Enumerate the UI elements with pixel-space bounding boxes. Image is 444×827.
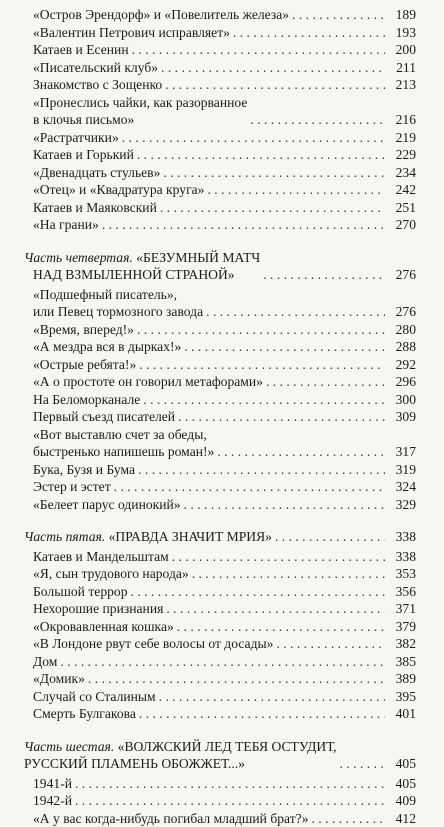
page-number: 251 <box>388 199 416 217</box>
part-heading-6 <box>24 738 416 773</box>
toc-entry <box>24 792 416 810</box>
page-number: 338 <box>388 528 416 546</box>
page-number: 200 <box>388 41 416 59</box>
dot-leader <box>137 146 385 164</box>
page-number: 234 <box>388 164 416 182</box>
toc-entry <box>24 181 416 199</box>
entry-title: «А у вас когда-нибудь погибал младший брат?» <box>33 810 309 827</box>
entry-title-line-2: или Певец тормозного завода <box>33 303 203 321</box>
toc-entry <box>24 583 416 601</box>
entry-title <box>33 426 214 461</box>
entry-title: Катаев и Есенин <box>33 41 129 59</box>
part-title-text: «ВОЛЖСКИЙ ЛЕД ТЕБЯ ОСТУДИТ, <box>118 739 337 754</box>
toc-entry <box>24 76 416 94</box>
dot-leader <box>276 635 385 653</box>
toc-entry <box>24 565 416 583</box>
page-number: 309 <box>388 408 416 426</box>
toc-entry <box>24 41 416 59</box>
dot-leader <box>207 181 385 199</box>
dot-leader <box>75 775 385 793</box>
page-number: 317 <box>388 443 416 461</box>
dot-leader <box>131 583 385 601</box>
dot-leader <box>177 618 385 636</box>
dot-leader <box>263 266 385 284</box>
page-number: 319 <box>388 461 416 479</box>
toc-entry <box>24 688 416 706</box>
entry-title: Катаев и Горький <box>33 146 134 164</box>
entry-title: Бука, Бузя и Бума <box>33 461 135 479</box>
toc-entry <box>24 461 416 479</box>
page-number: 338 <box>388 548 416 566</box>
dot-leader <box>163 164 385 182</box>
toc-entry <box>24 478 416 496</box>
dot-leader <box>159 688 385 706</box>
entry-title <box>33 286 203 321</box>
dot-leader <box>75 792 385 810</box>
toc-entry <box>24 670 416 688</box>
toc-entry <box>24 199 416 217</box>
toc-entry <box>24 146 416 164</box>
page-number: 276 <box>388 303 416 321</box>
part-title-text: «БЕЗУМНЫЙ МАТЧ <box>136 250 260 265</box>
page-number: 385 <box>388 653 416 671</box>
entry-title: Эстер и эстет <box>33 478 111 496</box>
page-number: 379 <box>388 618 416 636</box>
entry-title: «Я, сын трудового народа» <box>33 565 189 583</box>
part-title-line-2: РУССКИЙ ПЛАМЕНЬ ОБОЖЖЕТ...» <box>24 755 337 773</box>
part-title-line-1 <box>24 249 260 267</box>
toc-entry <box>24 635 416 653</box>
entry-title: «Домик» <box>33 670 85 688</box>
table-of-contents <box>24 6 416 827</box>
toc-entry <box>24 321 416 339</box>
toc-entry <box>24 94 416 129</box>
entry-title: «Отец» и «Квадратура круга» <box>33 181 204 199</box>
page-number: 292 <box>388 356 416 374</box>
entry-title: Первый съезд писателей <box>33 408 175 426</box>
dot-leader <box>217 443 385 461</box>
dot-leader <box>172 548 385 566</box>
page-number: 412 <box>388 810 416 827</box>
page-number: 216 <box>388 111 416 129</box>
toc-entry <box>24 164 416 182</box>
dot-leader <box>206 303 385 321</box>
dot-leader <box>292 6 385 24</box>
dot-leader <box>184 496 385 514</box>
part-label: Часть пятая. <box>24 529 105 544</box>
entry-title: 1942-й <box>33 792 72 810</box>
page-number: 405 <box>388 755 416 773</box>
part-title <box>24 738 337 773</box>
entry-title: «Писательский клуб» <box>33 59 158 77</box>
toc-entry <box>24 496 416 514</box>
page-number: 193 <box>388 24 416 42</box>
part-title-line-1 <box>24 738 337 756</box>
toc-entry <box>24 356 416 374</box>
entry-title: Катаев и Маяковский <box>33 199 157 217</box>
page-number: 409 <box>388 792 416 810</box>
toc-entry <box>24 24 416 42</box>
entry-title: Знакомство с Зощенко <box>33 76 162 94</box>
toc-entry <box>24 426 416 461</box>
entry-title <box>33 94 247 129</box>
entry-title: «Время, вперед!» <box>33 321 134 339</box>
entry-title: «Растратчики» <box>33 129 119 147</box>
page-number: 219 <box>388 129 416 147</box>
toc-entry <box>24 810 416 827</box>
dot-leader <box>340 755 385 773</box>
page-number: 288 <box>388 338 416 356</box>
part-title-line-2: НАД ВЗМЫЛЕННОЙ СТРАНОЙ» <box>24 266 260 284</box>
page-number: 213 <box>388 76 416 94</box>
entry-title: «На грани» <box>33 216 99 234</box>
page-number: 211 <box>388 59 416 77</box>
dot-leader <box>139 705 385 723</box>
entry-title: 1941-й <box>33 775 72 793</box>
entry-title: «Острые ребята!» <box>33 356 136 374</box>
page-number: 300 <box>388 391 416 409</box>
toc-entry <box>24 373 416 391</box>
dot-leader <box>233 24 385 42</box>
dot-leader <box>166 600 385 618</box>
page-number: 371 <box>388 600 416 618</box>
toc-entry <box>24 391 416 409</box>
page-number: 270 <box>388 216 416 234</box>
entry-title: «Белеет парус одинокий» <box>33 496 181 514</box>
page-number: 242 <box>388 181 416 199</box>
entry-title: «Валентин Петрович исправляет» <box>33 24 230 42</box>
page-number: 356 <box>388 583 416 601</box>
dot-leader <box>165 76 385 94</box>
dot-leader <box>192 565 385 583</box>
part-label: Часть шестая. <box>24 739 114 754</box>
toc-entry <box>24 286 416 321</box>
toc-entry <box>24 618 416 636</box>
dot-leader <box>143 391 385 409</box>
dot-leader <box>160 199 385 217</box>
dot-leader <box>137 321 385 339</box>
page-number: 382 <box>388 635 416 653</box>
entry-title: Смерть Булгакова <box>33 705 136 723</box>
entry-title: Случай со Сталиным <box>33 688 156 706</box>
part-label: Часть четвертая. <box>24 250 133 265</box>
dot-leader <box>184 338 385 356</box>
page-number: 329 <box>388 496 416 514</box>
entry-title: Большой террор <box>33 583 128 601</box>
page-number: 401 <box>388 705 416 723</box>
toc-entry <box>24 216 416 234</box>
page-number: 405 <box>388 775 416 793</box>
part-heading-4 <box>24 249 416 284</box>
entry-title: «Окровавленная кошка» <box>33 618 174 636</box>
toc-entry <box>24 775 416 793</box>
dot-leader <box>266 373 385 391</box>
part-heading-5 <box>24 528 416 546</box>
entry-title: «А о простоте он говорил метафорами» <box>33 373 263 391</box>
page-number: 353 <box>388 565 416 583</box>
toc-entry <box>24 653 416 671</box>
dot-leader <box>88 670 385 688</box>
dot-leader <box>161 59 385 77</box>
toc-entry <box>24 6 416 24</box>
entry-title: «Двенадцать стульев» <box>33 164 160 182</box>
page-number: 229 <box>388 146 416 164</box>
dot-leader <box>138 461 385 479</box>
part-title-text: «ПРАВДА ЗНАЧИТ МРИЯ» <box>109 529 272 544</box>
entry-title: Дом <box>33 653 57 671</box>
entry-title-line-2: быстренько напишешь роман!» <box>33 443 214 461</box>
entry-title: «Остров Эрендорф» и «Повелитель железа» <box>33 6 289 24</box>
page-number: 389 <box>388 670 416 688</box>
entry-title: Нехорошие признания <box>33 600 163 618</box>
dot-leader <box>312 810 386 827</box>
entry-title-line-1: «Вот выставлю счет за обеды, <box>33 426 214 444</box>
page-number: 189 <box>388 6 416 24</box>
page-number: 324 <box>388 478 416 496</box>
dot-leader <box>132 41 385 59</box>
entry-title: На Беломорканале <box>33 391 140 409</box>
toc-entry <box>24 600 416 618</box>
entry-title: Катаев и Мандельштам <box>33 548 169 566</box>
toc-entry <box>24 408 416 426</box>
part-title <box>24 528 272 546</box>
page-number: 296 <box>388 373 416 391</box>
page-number: 276 <box>388 266 416 284</box>
dot-leader <box>102 216 385 234</box>
dot-leader <box>275 528 385 546</box>
dot-leader <box>139 356 385 374</box>
toc-entry <box>24 705 416 723</box>
toc-entry <box>24 548 416 566</box>
entry-title-line-1: «Пронеслись чайки, как разорванное <box>33 94 247 112</box>
entry-title: «А мездра вся в дырках!» <box>33 338 181 356</box>
dot-leader <box>178 408 385 426</box>
entry-title-line-1: «Подшефный писатель», <box>33 286 203 304</box>
part-title <box>24 249 260 284</box>
page-number: 280 <box>388 321 416 339</box>
page-number: 395 <box>388 688 416 706</box>
dot-leader <box>60 653 385 671</box>
entry-title: «В Лондоне рвут себе волосы от досады» <box>33 635 273 653</box>
entry-title-line-2: в клочья письмо» <box>33 111 247 129</box>
toc-entry <box>24 338 416 356</box>
toc-entry <box>24 129 416 147</box>
dot-leader <box>114 478 385 496</box>
dot-leader <box>250 111 385 129</box>
toc-entry <box>24 59 416 77</box>
dot-leader <box>122 129 385 147</box>
